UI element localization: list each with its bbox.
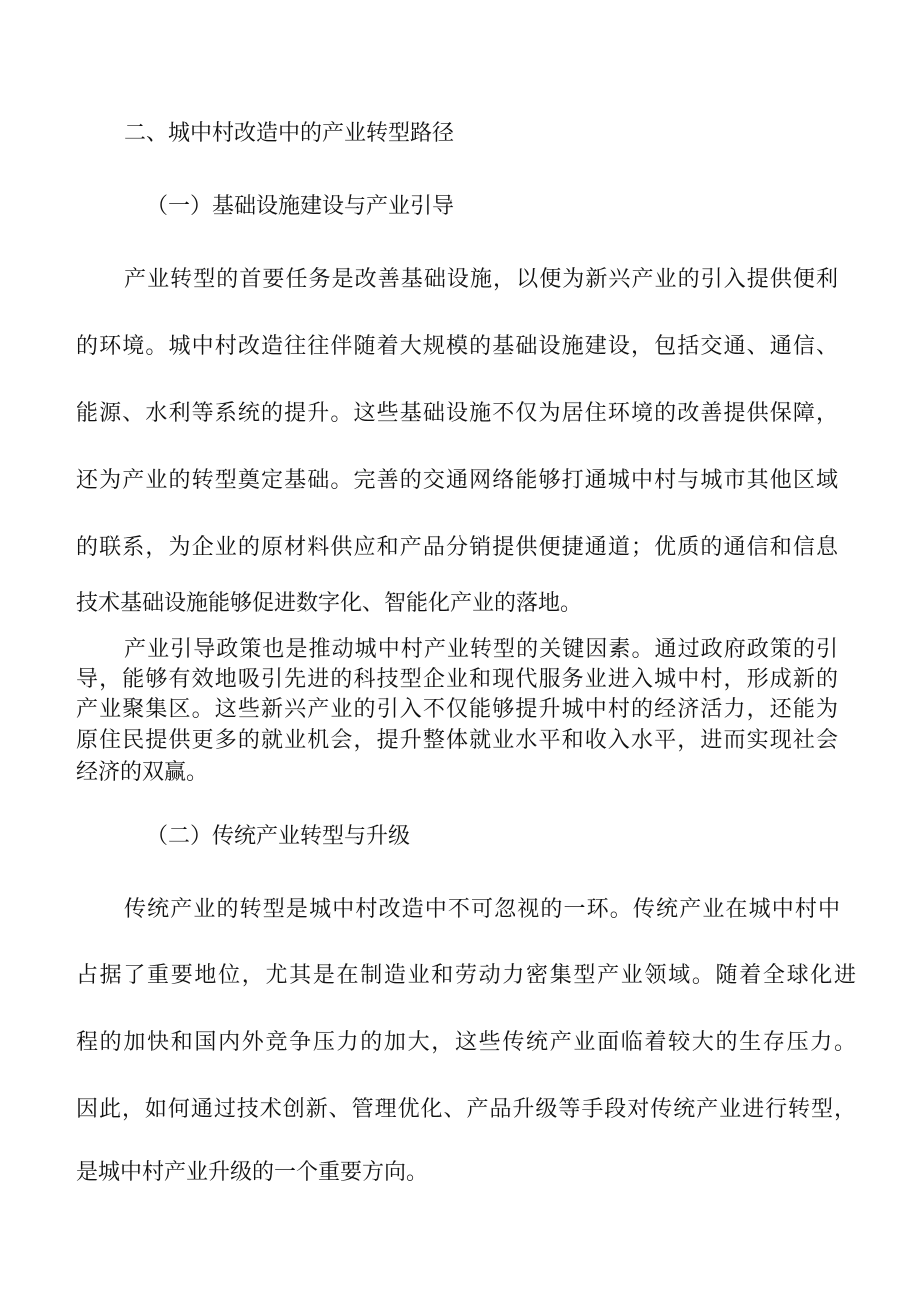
paragraph-line: 还为产业的转型奠定基础。完善的交通网络能够打通城中村与城市其他区域 xyxy=(76,468,838,493)
section-heading: 二、城中村改造中的产业转型路径 xyxy=(124,121,455,146)
paragraph-line: 原住民提供更多的就业机会，提升整体就业水平和收入水平，进而实现社会 xyxy=(76,728,838,753)
subsection-heading-1: （一）基础设施建设与产业引导 xyxy=(146,194,455,219)
paragraph-line: 是城中村产业升级的一个重要方向。 xyxy=(76,1160,429,1185)
paragraph-line: 程的加快和国内外竞争压力的加大，这些传统产业面临着较大的生存压力。 xyxy=(76,1030,856,1055)
paragraph-line: 产业转型的首要任务是改善基础设施，以便为新兴产业的引入提供便利 xyxy=(124,267,838,292)
paragraph-line: 占据了重要地位，尤其是在制造业和劳动力密集型产业领域。随着全球化进 xyxy=(76,963,856,988)
paragraph-line: 经济的双赢。 xyxy=(76,760,209,785)
paragraph-line: 的联系，为企业的原材料供应和产品分销提供便捷通道；优质的通信和信息 xyxy=(76,535,838,560)
paragraph-line: 的环境。城中村改造往往伴随着大规模的基础设施建设，包括交通、通信、 xyxy=(76,334,838,359)
paragraph-line: 技术基础设施能够促进数字化、智能化产业的落地。 xyxy=(76,591,583,616)
paragraph-line: 产业聚集区。这些新兴产业的引入不仅能够提升城中村的经济活力，还能为 xyxy=(76,697,838,722)
paragraph-line: 能源、水利等系统的提升。这些基础设施不仅为居住环境的改善提供保障， xyxy=(76,401,838,426)
paragraph-line: 传统产业的转型是城中村改造中不可忽视的一环。传统产业在城中村中 xyxy=(124,897,840,922)
subsection-heading-2: （二）传统产业转型与升级 xyxy=(146,824,411,849)
paragraph-line: 产业引导政策也是推动城中村产业转型的关键因素。通过政府政策的引 xyxy=(124,637,838,662)
paragraph-line: 因此，如何通过技术创新、管理优化、产品升级等手段对传统产业进行转型， xyxy=(76,1097,856,1122)
paragraph-line: 导，能够有效地吸引先进的科技型企业和现代服务业进入城中村，形成新的 xyxy=(76,667,838,692)
